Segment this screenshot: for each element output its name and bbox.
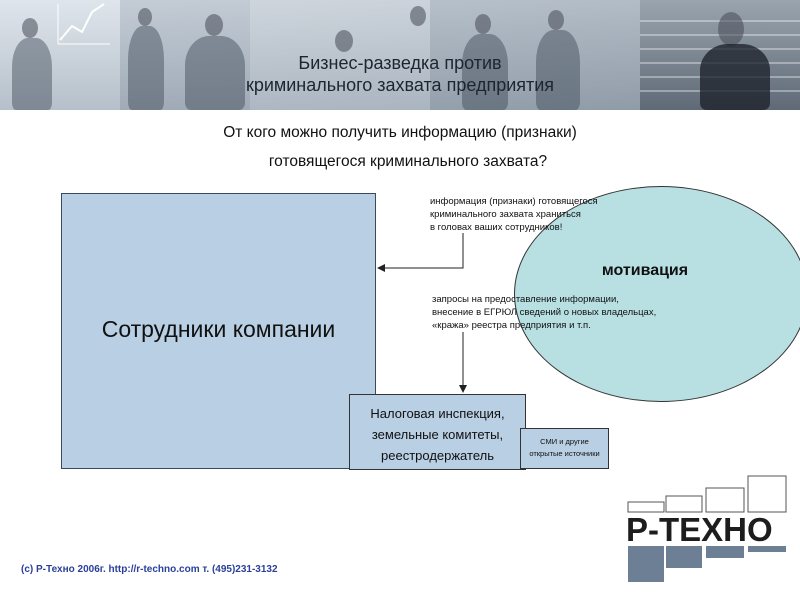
tax-registry-label — [349, 403, 526, 466]
arrow-to-employees — [378, 233, 463, 268]
note-line: криминального захвата храниться — [430, 209, 581, 220]
employees-label: Сотрудники компании — [101, 316, 336, 342]
note-line: в головах ваших сотрудников! — [430, 222, 563, 233]
logo-wordmark: Р-ТЕХНО — [626, 511, 773, 548]
subtitle-line: От кого можно получить информацию (признаки) — [223, 124, 577, 141]
page-title-line: Бизнес-разведка против — [298, 53, 502, 73]
tax-registry-line: реестродержатель — [381, 448, 494, 463]
note-line: «кража» реестра предприятия и т.п. — [432, 320, 591, 331]
tax-registry-line: земельные комитеты, — [371, 427, 504, 442]
media-sources-label — [520, 436, 609, 460]
subtitle-line: готовящегося криминального захвата? — [268, 153, 548, 170]
note-line: информация (признаки) готовящегося — [430, 196, 598, 207]
note-line: внесение в ЕГРЮЛ сведений о новых владельцах, — [432, 307, 657, 318]
media-sources-line: СМИ и другие — [540, 437, 589, 446]
note-line: запросы на предоставление информации, — [432, 294, 619, 305]
page-title-line: криминального захвата предприятия — [245, 75, 555, 95]
media-sources-line: открытые источники — [529, 449, 600, 458]
footer-copyright: (c) Р-Техно 2006г. http://r-techno.com т. (495)231-3132 — [21, 564, 278, 575]
tax-registry-line: Налоговая инспекция, — [370, 406, 505, 421]
motivation-label: мотивация — [601, 262, 689, 279]
